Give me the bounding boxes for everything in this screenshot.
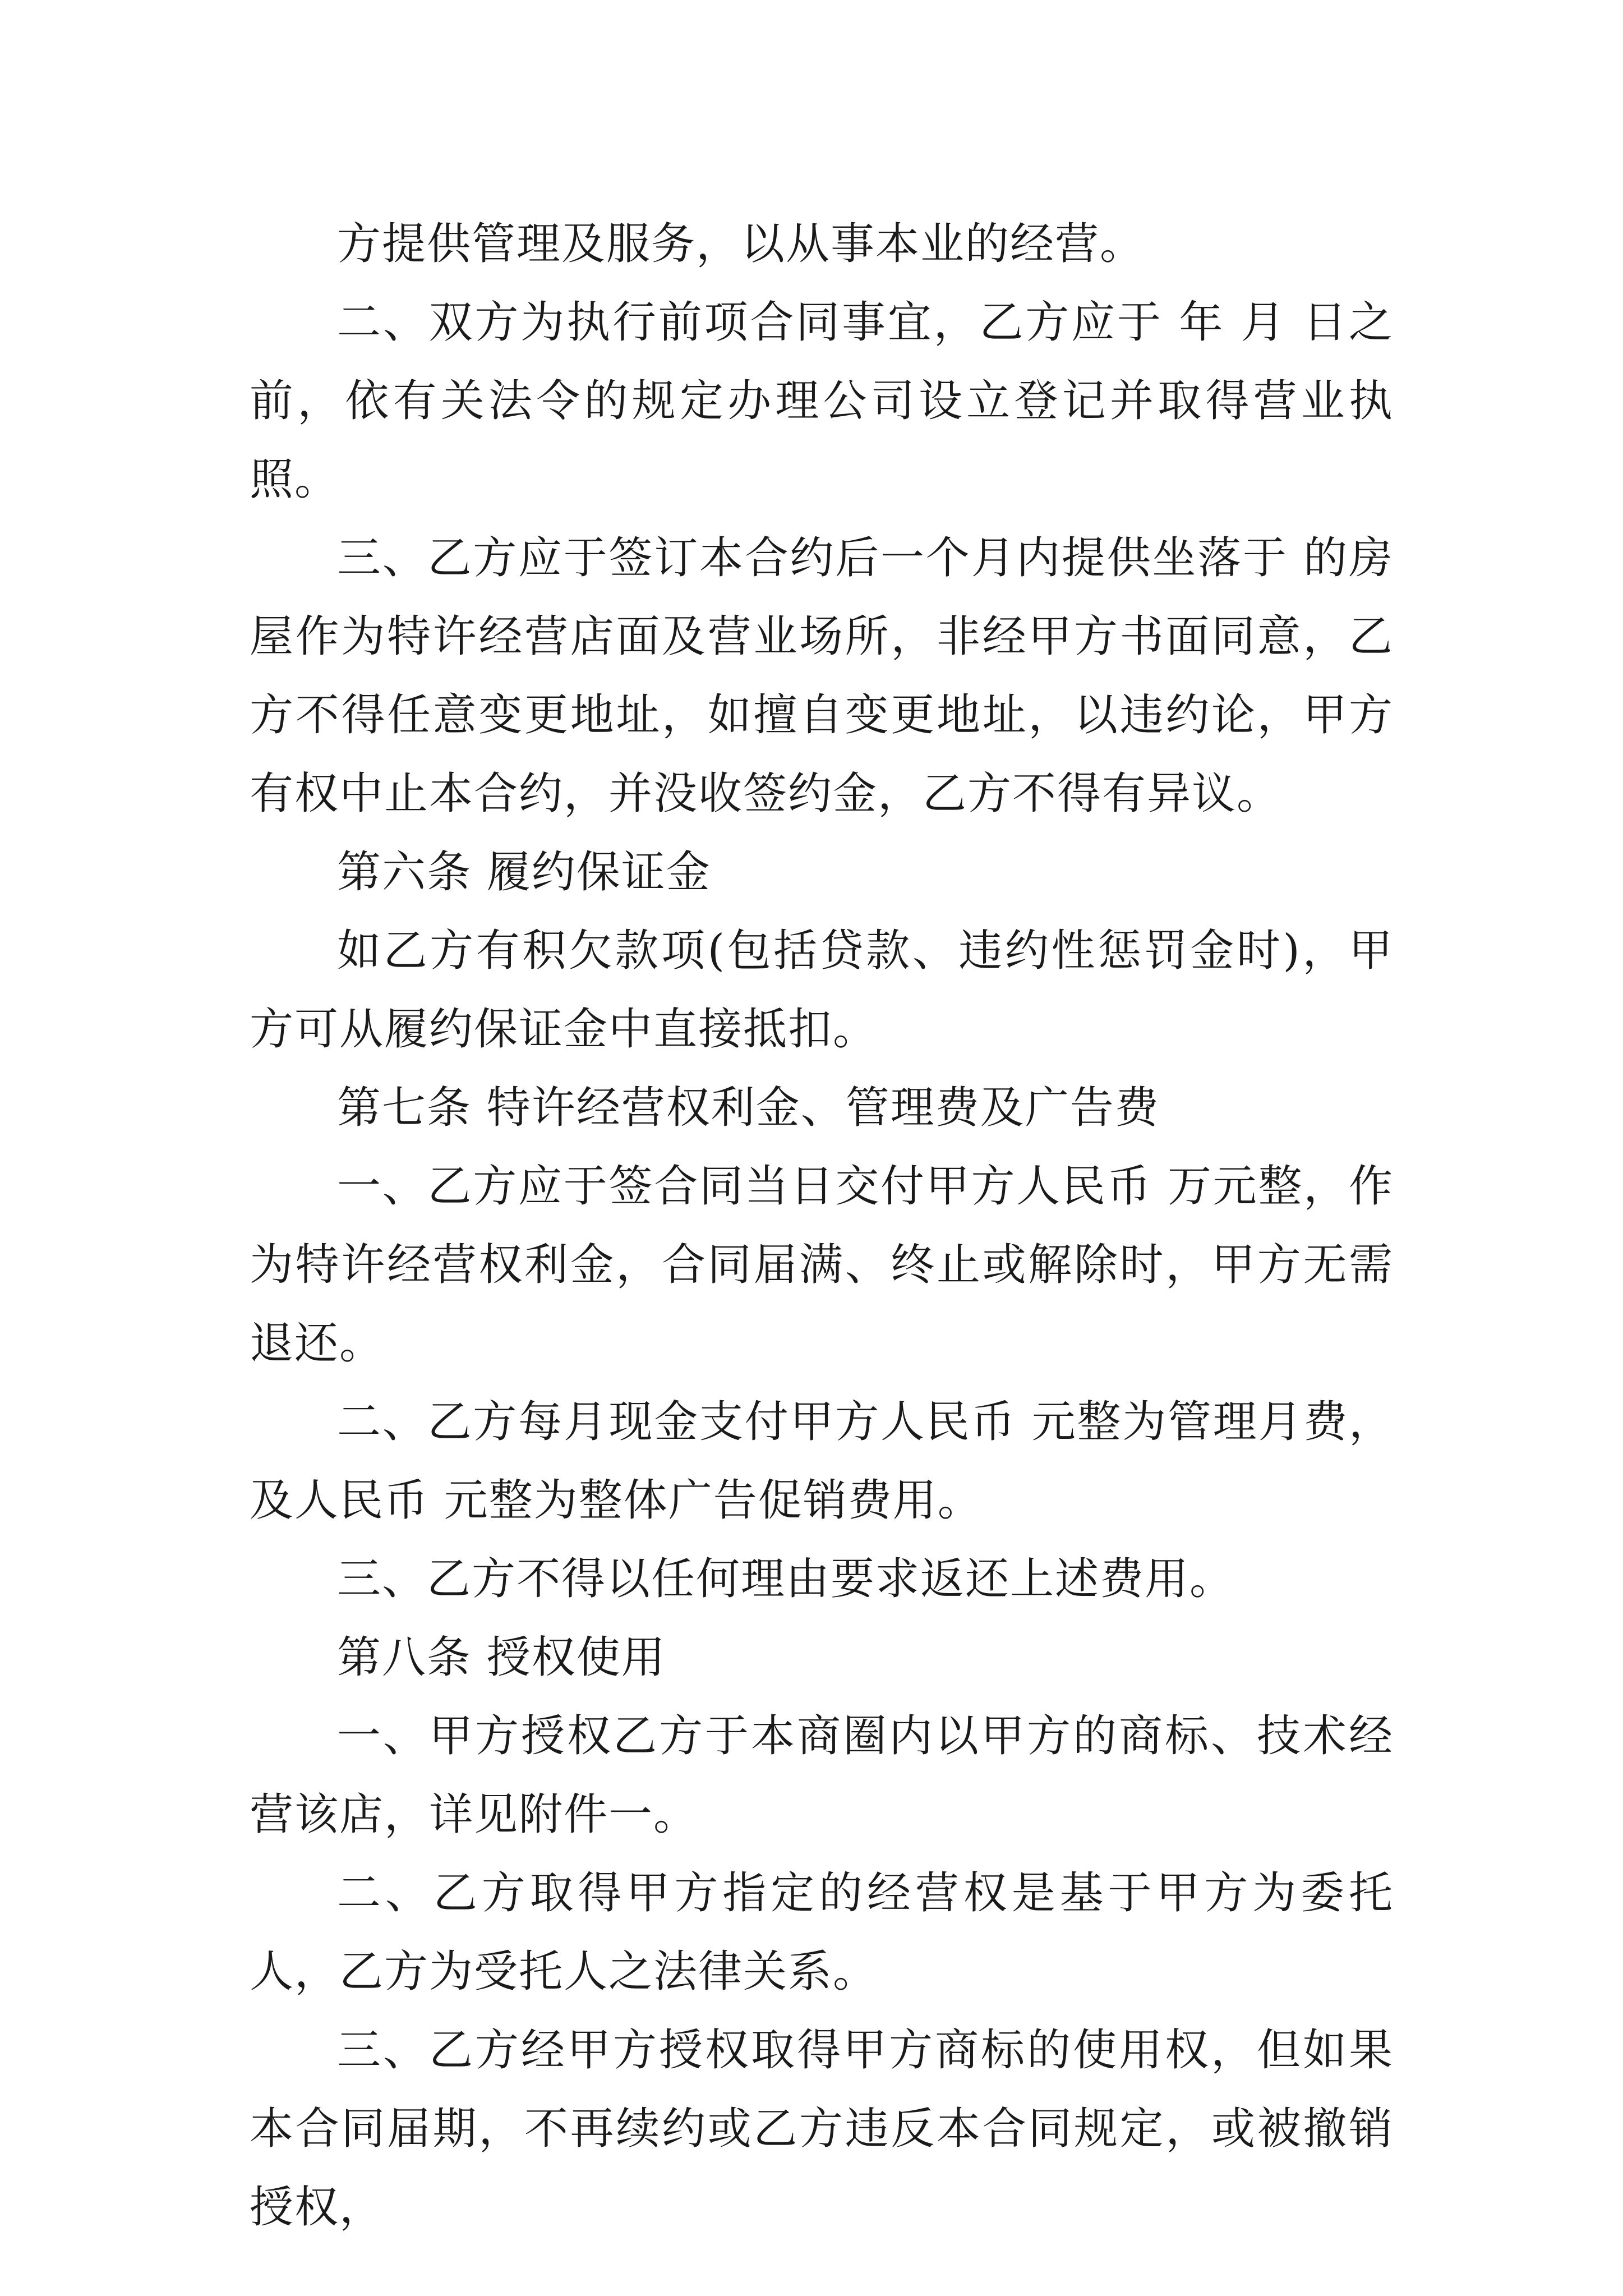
paragraph: 一、乙方应于签合同当日交付甲方人民币 万元整，作为特许经营权利金，合同届满、终止或解除时，甲方无需退还。: [250, 1161, 1394, 1369]
paragraph: 二、乙方每月现金支付甲方人民币 元整为管理月费，及人民币 元整为整体广告促销费用。: [250, 1397, 1394, 1526]
document-body: [250, 205, 1394, 2247]
paragraph: 三、乙方经甲方授权取得甲方商标的使用权，但如果本合同届期，不再续约或乙方违反本合同规定，或被撤销授权，: [250, 2025, 1394, 2233]
paragraph: 方提供管理及服务，以从事本业的经营。: [337, 219, 1145, 269]
section-heading: 第六条 履约保证金: [337, 847, 711, 898]
paragraph: 二、双方为执行前项合同事宜，乙方应于 年 月 日之前，依有关法令的规定办理公司设立登记并取得营业执照。: [250, 297, 1394, 505]
paragraph: 一、甲方授权乙方于本商圈内以甲方的商标、技术经营该店，详见附件一。: [250, 1711, 1394, 1840]
paragraph: 三、乙方不得以任何理由要求返还上述费用。: [337, 1554, 1235, 1604]
paragraph: 三、乙方应于签订本合约后一个月内提供坐落于 的房屋作为特许经营店面及营业场所，非经甲方书面同意，乙方不得任意变更地址，如擅自变更地址，以违约论，甲方有权中止本合约，并没收签约金，乙方不得有异议。: [250, 533, 1394, 819]
paragraph: 如乙方有积欠款项(包括贷款、违约性惩罚金时)，甲方可从履约保证金中直接抵扣。: [250, 926, 1394, 1055]
section-heading: 第八条 授权使用: [337, 1632, 666, 1683]
section-heading: 第七条 特许经营权利金、管理费及广告费: [337, 1083, 1160, 1133]
paragraph: 二、乙方取得甲方指定的经营权是基于甲方为委托人，乙方为受托人之法律关系。: [250, 1868, 1394, 1997]
